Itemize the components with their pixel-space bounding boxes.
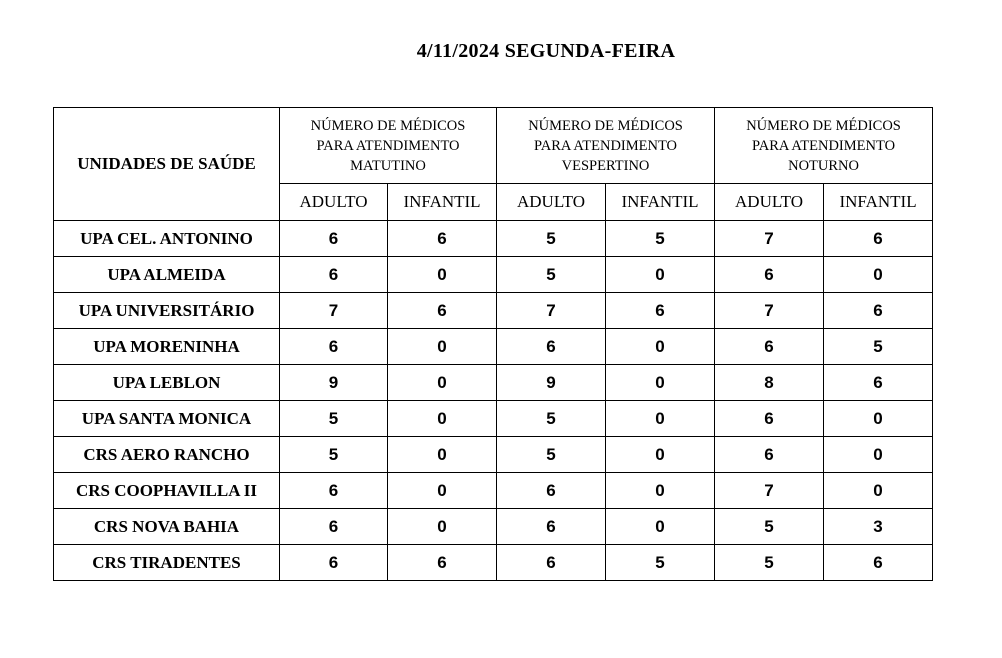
value-cell: 6 — [280, 545, 388, 581]
value-cell: 6 — [497, 545, 606, 581]
value-cell: 0 — [606, 329, 715, 365]
value-cell: 7 — [280, 293, 388, 329]
unit-name: UPA ALMEIDA — [54, 257, 280, 293]
table-row — [54, 545, 933, 581]
value-cell: 6 — [715, 257, 824, 293]
value-cell: 0 — [824, 473, 933, 509]
value-cell: 0 — [388, 437, 497, 473]
sub-header-adulto: ADULTO — [497, 184, 606, 221]
value-cell: 5 — [497, 221, 606, 257]
value-cell: 6 — [824, 545, 933, 581]
value-cell: 6 — [497, 329, 606, 365]
unit-name: UPA LEBLON — [54, 365, 280, 401]
table-row — [54, 257, 933, 293]
value-cell: 6 — [497, 509, 606, 545]
value-cell: 6 — [824, 293, 933, 329]
value-cell: 9 — [497, 365, 606, 401]
unit-column-header: UNIDADES DE SAÚDE — [54, 108, 280, 221]
value-cell: 0 — [606, 401, 715, 437]
value-cell: 5 — [497, 437, 606, 473]
value-cell: 0 — [606, 257, 715, 293]
value-cell: 0 — [824, 401, 933, 437]
value-cell: 5 — [497, 257, 606, 293]
value-cell: 5 — [715, 545, 824, 581]
sub-header-infantil: INFANTIL — [388, 184, 497, 221]
value-cell: 5 — [824, 329, 933, 365]
value-cell: 6 — [280, 329, 388, 365]
value-cell: 5 — [280, 401, 388, 437]
period-header-row — [54, 108, 933, 184]
table-row — [54, 473, 933, 509]
value-cell: 9 — [280, 365, 388, 401]
table-row — [54, 401, 933, 437]
table-row — [54, 509, 933, 545]
value-cell: 6 — [824, 221, 933, 257]
value-cell: 5 — [606, 545, 715, 581]
unit-name: UPA SANTA MONICA — [54, 401, 280, 437]
value-cell: 6 — [388, 545, 497, 581]
unit-name: UPA MORENINHA — [54, 329, 280, 365]
value-cell: 5 — [280, 437, 388, 473]
value-cell: 6 — [388, 293, 497, 329]
unit-name: CRS NOVA BAHIA — [54, 509, 280, 545]
value-cell: 5 — [497, 401, 606, 437]
value-cell: 0 — [606, 437, 715, 473]
value-cell: 0 — [606, 473, 715, 509]
sub-header-infantil: INFANTIL — [824, 184, 933, 221]
value-cell: 6 — [715, 401, 824, 437]
period-header-noturno: NÚMERO DE MÉDICOS PARA ATENDIMENTO NOTURNO — [715, 108, 933, 184]
value-cell: 6 — [388, 221, 497, 257]
value-cell: 6 — [715, 329, 824, 365]
value-cell: 6 — [824, 365, 933, 401]
value-cell: 0 — [824, 437, 933, 473]
value-cell: 5 — [715, 509, 824, 545]
value-cell: 0 — [388, 329, 497, 365]
value-cell: 7 — [715, 221, 824, 257]
period-header-matutino: NÚMERO DE MÉDICOS PARA ATENDIMENTO MATUTINO — [280, 108, 497, 184]
value-cell: 0 — [388, 257, 497, 293]
value-cell: 0 — [388, 365, 497, 401]
doctors-schedule-table — [53, 107, 933, 581]
value-cell: 0 — [388, 401, 497, 437]
unit-name: CRS AERO RANCHO — [54, 437, 280, 473]
period-header-vespertino: NÚMERO DE MÉDICOS PARA ATENDIMENTO VESPERTINO — [497, 108, 715, 184]
sub-header-adulto: ADULTO — [715, 184, 824, 221]
unit-name: UPA CEL. ANTONINO — [54, 221, 280, 257]
value-cell: 6 — [606, 293, 715, 329]
value-cell: 6 — [280, 473, 388, 509]
value-cell: 7 — [715, 473, 824, 509]
value-cell: 6 — [280, 509, 388, 545]
value-cell: 5 — [606, 221, 715, 257]
value-cell: 0 — [606, 365, 715, 401]
table-row — [54, 293, 933, 329]
document-title: 4/11/2024 SEGUNDA-FEIRA — [416, 40, 676, 62]
value-cell: 0 — [388, 509, 497, 545]
value-cell: 6 — [497, 473, 606, 509]
unit-name: CRS TIRADENTES — [54, 545, 280, 581]
value-cell: 0 — [824, 257, 933, 293]
unit-name: UPA UNIVERSITÁRIO — [54, 293, 280, 329]
table-row — [54, 437, 933, 473]
value-cell: 7 — [715, 293, 824, 329]
sub-header-adulto: ADULTO — [280, 184, 388, 221]
unit-name: CRS COOPHAVILLA II — [54, 473, 280, 509]
value-cell: 0 — [606, 509, 715, 545]
value-cell: 8 — [715, 365, 824, 401]
value-cell: 6 — [280, 257, 388, 293]
value-cell: 3 — [824, 509, 933, 545]
table-row — [54, 365, 933, 401]
table-row — [54, 221, 933, 257]
value-cell: 0 — [388, 473, 497, 509]
sub-header-infantil: INFANTIL — [606, 184, 715, 221]
value-cell: 6 — [715, 437, 824, 473]
value-cell: 6 — [280, 221, 388, 257]
table-row — [54, 329, 933, 365]
value-cell: 7 — [497, 293, 606, 329]
